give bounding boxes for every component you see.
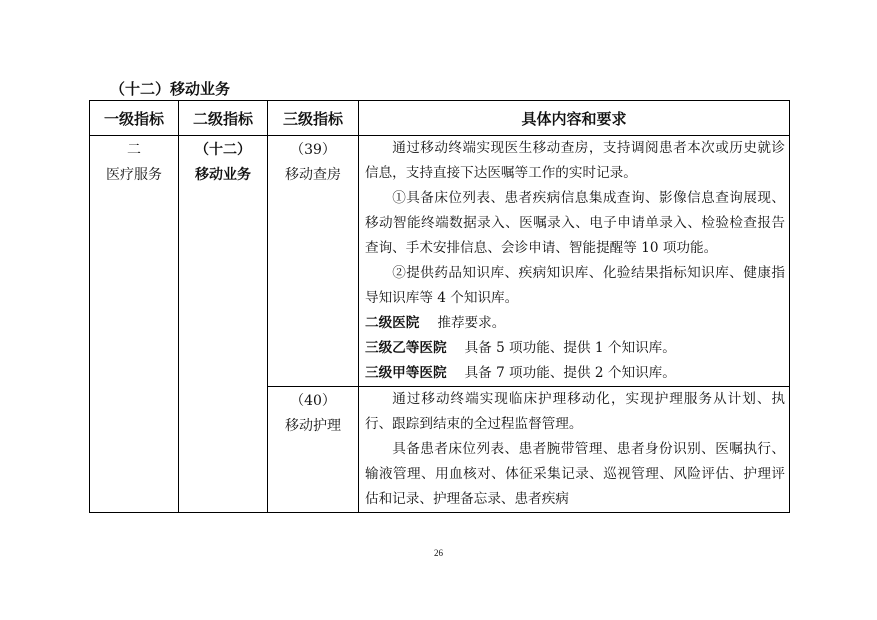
table-header-row	[90, 101, 790, 136]
indicator-table	[89, 100, 790, 513]
requirement-label: 二级医院	[365, 315, 420, 331]
level2-name: 移动业务	[195, 167, 251, 183]
level2-cell	[179, 136, 268, 513]
requirement-level2	[365, 311, 785, 336]
header-level3: 三级指标	[268, 101, 359, 136]
header-level2: 二级指标	[179, 101, 268, 136]
requirement-label: 三级甲等医院	[365, 365, 447, 381]
content-intro: 通过移动终端实现医生移动查房，支持调阅患者本次或历史就诊信息，支持直接下达医嘱等工作的实时记录。	[365, 140, 785, 181]
requirement-level3a	[365, 361, 785, 386]
level2-num: （十二）	[195, 142, 251, 158]
header-level1: 一级指标	[90, 101, 179, 136]
content-item1: ①具备床位列表、患者疾病信息集成查询、影像信息查询展现、移动智能终端数据录入、医嘱录入、电子申请单录入、检验检查报告查询、手术安排信息、会诊申请、智能提醒等 10 项功能。	[365, 190, 785, 256]
requirement-text: 具备 7 项功能、提供 2 个知识库。	[464, 365, 676, 381]
table-row	[90, 136, 790, 387]
content-cell-39	[359, 136, 790, 387]
level3-name: 移动护理	[285, 418, 341, 434]
level3-num: （40）	[290, 393, 336, 409]
header-content: 具体内容和要求	[359, 101, 790, 136]
level3-cell-40	[268, 387, 359, 513]
section-title: （十二）移动业务	[110, 80, 231, 98]
level3-cell-39	[268, 136, 359, 387]
page-number: 26	[434, 548, 443, 558]
requirement-text: 具备 5 项功能、提供 1 个知识库。	[464, 340, 676, 356]
requirement-text: 推荐要求。	[437, 315, 506, 331]
level1-name: 医疗服务	[106, 167, 162, 183]
content-cell-40	[359, 387, 790, 513]
level3-name: 移动查房	[285, 167, 341, 183]
content-item1: 具备患者床位列表、患者腕带管理、患者身份识别、医嘱执行、输液管理、用血核对、体征采集记录、巡视管理、风险评估、护理评估和记录、护理备忘录、患者疾病	[365, 441, 785, 507]
requirement-level3b	[365, 336, 785, 361]
level3-num: （39）	[290, 142, 336, 158]
content-item2: ②提供药品知识库、疾病知识库、化验结果指标知识库、健康指导知识库等 4 个知识库。	[365, 265, 785, 306]
requirement-label: 三级乙等医院	[365, 340, 447, 356]
level1-num: 二	[127, 142, 141, 158]
content-intro: 通过移动终端实现临床护理移动化，实现护理服务从计划、执行、跟踪到结束的全过程监督管理。	[365, 391, 785, 432]
level1-cell	[90, 136, 179, 513]
